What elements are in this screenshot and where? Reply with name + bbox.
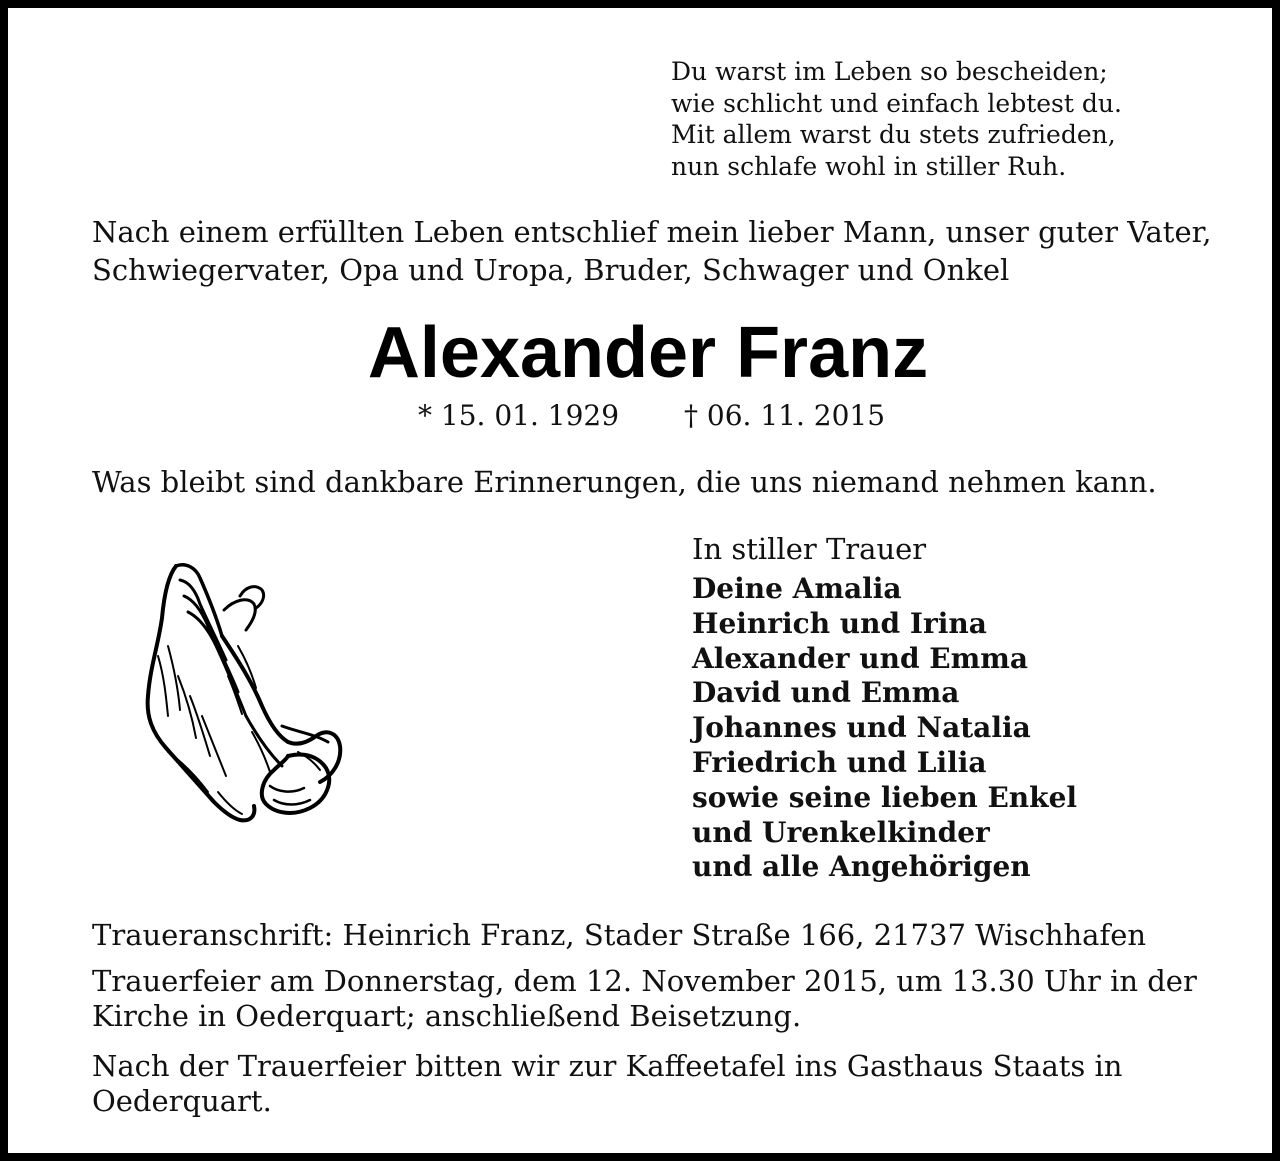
mourner-entry: Friedrich und Lilia <box>692 745 987 779</box>
poem-line: Mit allem warst du stets zufrieden, <box>671 120 1116 149</box>
poem <box>671 56 1122 182</box>
poem-line: Du warst im Leben so bescheiden; <box>671 57 1108 86</box>
mourner-entry: und Urenkelkinder <box>692 815 990 849</box>
mourner-entry: sowie seine lieben Enkel <box>692 780 1078 814</box>
deceased-name: Alexander Franz <box>367 313 929 393</box>
mourner-entry: David und Emma <box>692 676 960 710</box>
praying-hands-icon <box>138 556 348 826</box>
mourner-entry: Alexander und Emma <box>692 641 1029 675</box>
ceremony-info <box>92 964 1202 1034</box>
mourner-entry: Deine Amalia <box>692 572 902 605</box>
intro-line: Nach einem erfüllten Leben entschlief mein lieber Mann, unser guter Vater, <box>92 215 1212 249</box>
ceremony-line: Trauerfeier am Donnerstag, dem 12. November 2015, um 13.30 Uhr in der <box>92 964 1197 998</box>
mourner-entry: Heinrich und Irina <box>692 606 987 640</box>
intro-line: Schwiegervater, Opa und Uropa, Bruder, Schwager und Onkel <box>92 253 1010 287</box>
birth-date: * 15. 01. 1929 <box>418 399 620 432</box>
coffee-line: Oederquart. <box>92 1084 272 1118</box>
coffee-line: Nach der Trauerfeier bitten wir zur Kaffeetafel ins Gasthaus Staats in <box>92 1049 1123 1083</box>
poem-line: wie schlicht und einfach lebtest du. <box>671 88 1122 118</box>
mourner-entry: Johannes und Natalia <box>692 711 1031 745</box>
memory-text: Was bleibt sind dankbare Erinnerungen, die uns niemand nehmen kann. <box>92 465 1157 499</box>
ceremony-line: Kirche in Oederquart; anschließend Beisetzung. <box>92 999 802 1033</box>
mourners-list <box>692 572 1077 885</box>
mourning-heading: In stiller Trauer <box>692 532 927 566</box>
intro-text <box>92 213 1212 289</box>
poem-line: nun schlafe wohl in stiller Ruh. <box>671 151 1067 181</box>
death-date: † 06. 11. 2015 <box>684 399 886 432</box>
mourner-entry: und alle Angehörigen <box>692 850 1031 884</box>
coffee-info <box>92 1049 1202 1119</box>
mourning-address: Traueranschrift: Heinrich Franz, Stader Straße 166, 21737 Wischhafen <box>92 918 1147 952</box>
